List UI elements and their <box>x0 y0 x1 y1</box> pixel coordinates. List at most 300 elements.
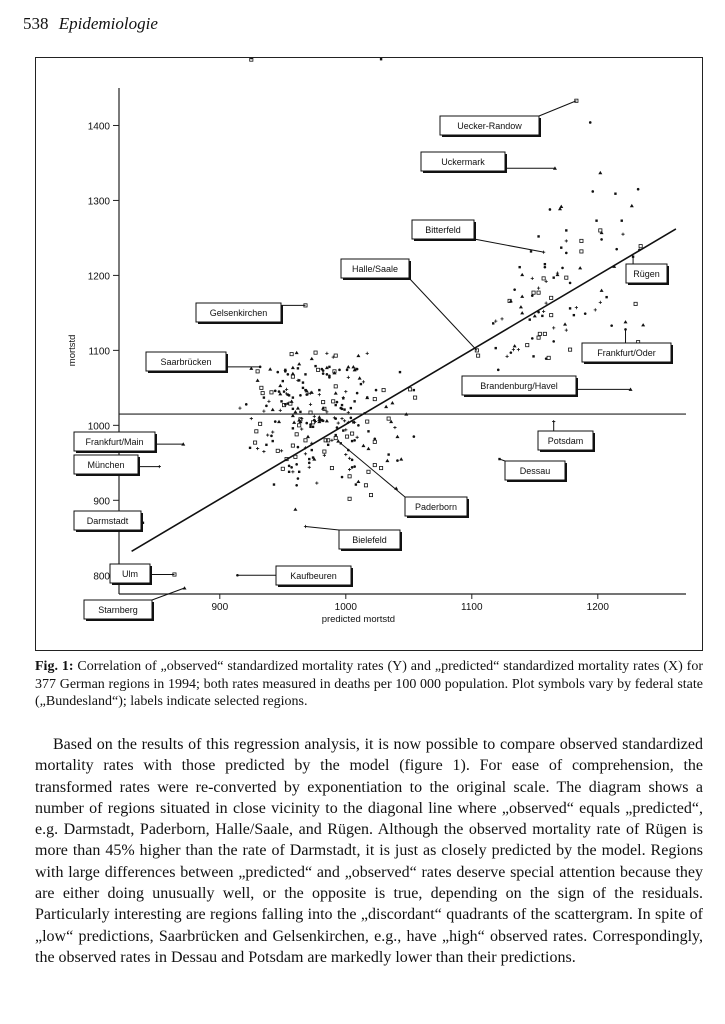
data-point <box>318 389 320 391</box>
data-point <box>336 426 339 429</box>
data-point <box>531 277 534 280</box>
data-point <box>356 392 359 395</box>
data-point <box>297 477 300 480</box>
region-label: Frankfurt/Oder <box>597 348 656 358</box>
data-point <box>322 372 325 375</box>
data-point <box>520 295 524 298</box>
x-tick-label: 900 <box>211 602 229 613</box>
data-point <box>334 391 338 394</box>
data-point <box>313 419 316 422</box>
data-point <box>353 465 356 468</box>
data-point <box>334 436 337 439</box>
data-point <box>387 417 390 420</box>
x-tick-label: 1200 <box>586 602 609 613</box>
data-point <box>346 369 349 372</box>
data-point <box>256 379 260 382</box>
data-point <box>340 417 343 420</box>
data-point <box>396 459 399 462</box>
data-point <box>348 497 351 500</box>
data-point <box>350 417 353 420</box>
data-point <box>314 365 316 367</box>
y-tick-label: 1000 <box>87 421 110 433</box>
data-point <box>356 480 360 483</box>
data-point <box>308 462 311 465</box>
data-point <box>304 439 307 442</box>
data-point <box>293 410 297 413</box>
data-point <box>477 354 480 357</box>
data-point <box>273 483 275 485</box>
data-point <box>328 375 331 378</box>
data-point <box>520 273 524 276</box>
data-point <box>413 435 416 438</box>
data-point <box>316 368 319 371</box>
data-point <box>356 436 359 439</box>
label-leader-line <box>474 239 544 252</box>
region-label: Darmstadt <box>86 516 129 526</box>
data-point <box>351 365 355 368</box>
data-point <box>494 320 497 323</box>
data-point <box>358 376 362 379</box>
data-point <box>306 435 310 438</box>
data-point <box>520 311 524 314</box>
data-point <box>304 373 306 375</box>
data-point <box>256 370 259 373</box>
figure-label: Fig. 1: <box>35 659 74 674</box>
figure-caption <box>35 658 703 711</box>
data-point <box>249 447 251 449</box>
data-point <box>270 435 273 438</box>
region-label: Kaufbeuren <box>290 571 337 581</box>
data-point <box>621 233 624 236</box>
data-point <box>265 444 267 446</box>
data-point <box>547 356 550 359</box>
data-point <box>615 248 618 251</box>
data-point <box>267 400 270 403</box>
data-point <box>614 192 616 194</box>
data-point <box>553 276 555 278</box>
journal-title: Epidemiologie <box>58 14 158 33</box>
data-point <box>270 391 273 394</box>
data-point <box>610 324 613 327</box>
data-point <box>544 263 546 265</box>
data-point <box>330 466 333 469</box>
data-point <box>341 476 344 479</box>
data-point <box>561 267 564 270</box>
data-point <box>584 312 587 315</box>
data-point <box>295 463 298 466</box>
data-point <box>580 250 583 253</box>
data-point <box>575 306 578 309</box>
data-point <box>380 58 382 60</box>
data-point <box>373 440 376 443</box>
data-point <box>518 266 520 268</box>
data-point <box>364 484 367 487</box>
data-point <box>356 354 360 357</box>
data-point <box>569 307 571 309</box>
data-point <box>262 409 265 412</box>
data-point <box>297 446 300 449</box>
data-point <box>298 424 301 427</box>
data-point <box>321 368 324 371</box>
data-point <box>399 457 403 460</box>
data-point <box>323 450 326 453</box>
data-point <box>367 470 370 473</box>
data-point <box>621 219 623 221</box>
page-header <box>23 14 158 34</box>
data-point <box>253 441 256 444</box>
data-point <box>569 282 572 285</box>
data-point <box>351 466 354 469</box>
region-label: Gelsenkirchen <box>209 308 268 318</box>
body-paragraph: Based on the results of this regression analysis, it is now possible to compare observed standardized mortality rates with those predicted by the model (figure 1). For ease of comprehension, the transformed rates were re-converted by exponentiation to the original scale. The diagram shows a number of regions situated in close vicinity to the diagonal line where „observed“ equals „predicted“, e.g. Darmstadt, Paderborn, Halle/Saale, and Rügen. Although the observed mortality rate of Rügen is more than 45% higher than the rate of Darmstadt, it is just as closely predicted by the model. Regions with large differences between „predicted“ and „observed“ rates deserve special attention because they are either doing unusually well, or the opposite is true, depending on the sign of the residuals. Particularly interesting are regions falling into the „discordant“ quadrants of the scattergram. In spite of „low“ predictions, Saarbrücken and Gelsenkirchen, e.g., have „high“ observed rates. Correspondingly, the observed rates in Dessau and Potsdam are markedly lower than their predictions. <box>35 736 703 966</box>
region-label: Uckermark <box>441 157 485 167</box>
data-point <box>271 408 275 411</box>
data-point <box>305 422 308 425</box>
data-point <box>510 351 513 354</box>
data-point <box>495 347 497 349</box>
data-point <box>290 353 293 356</box>
data-point <box>328 366 330 368</box>
data-point <box>295 351 299 354</box>
data-point <box>348 457 351 460</box>
data-point <box>343 419 346 422</box>
data-point <box>552 326 555 329</box>
region-label: Brandenburg/Havel <box>480 381 558 391</box>
data-point <box>526 344 529 347</box>
data-point <box>245 403 248 406</box>
data-point <box>268 367 272 370</box>
data-point <box>594 308 597 311</box>
data-point <box>517 348 520 351</box>
data-point <box>373 438 376 441</box>
data-point <box>341 408 344 411</box>
data-point <box>276 371 279 374</box>
region-label: Starnberg <box>98 605 138 615</box>
data-point <box>382 389 385 392</box>
data-point <box>529 318 531 320</box>
data-point <box>563 322 567 325</box>
region-label: Frankfurt/Main <box>85 437 144 447</box>
region-label: Uecker-Randow <box>457 121 522 131</box>
data-point <box>384 405 388 408</box>
data-point <box>292 408 294 410</box>
data-point <box>255 430 258 433</box>
data-point <box>353 439 356 442</box>
data-point <box>351 440 353 442</box>
label-leader-line <box>341 443 405 497</box>
data-point <box>285 388 288 391</box>
y-axis-title: mortstd <box>67 334 78 367</box>
region-label: Saarbrücken <box>160 357 212 367</box>
data-point <box>291 470 294 473</box>
data-point <box>513 288 516 291</box>
data-point <box>300 427 303 430</box>
data-point <box>318 393 321 396</box>
y-tick-label: 1400 <box>87 121 110 133</box>
data-point <box>238 406 241 409</box>
data-point <box>537 311 540 314</box>
data-point <box>573 314 575 316</box>
data-point <box>599 301 602 304</box>
data-point <box>565 252 568 255</box>
data-point <box>350 407 352 409</box>
data-point <box>549 208 552 211</box>
data-point <box>559 205 563 208</box>
data-point <box>250 58 253 59</box>
region-label: Dessau <box>519 466 551 476</box>
data-point <box>351 432 354 435</box>
data-point <box>578 266 582 269</box>
data-point <box>360 383 362 385</box>
data-point <box>399 371 401 373</box>
data-point <box>568 348 571 351</box>
region-label: München <box>87 460 125 470</box>
data-point <box>393 426 396 429</box>
data-point <box>348 468 351 471</box>
data-point <box>309 426 311 428</box>
data-point <box>641 323 645 326</box>
data-point <box>532 291 535 294</box>
data-point <box>271 430 274 433</box>
data-point <box>408 388 411 391</box>
y-tick-label: 1200 <box>87 271 110 283</box>
data-point <box>605 296 607 298</box>
data-point <box>414 396 417 399</box>
data-point <box>280 400 282 402</box>
data-point <box>322 400 325 403</box>
data-point <box>290 466 293 469</box>
data-point <box>297 362 301 365</box>
data-point <box>262 450 265 453</box>
data-point <box>292 421 296 424</box>
data-point <box>344 453 347 456</box>
data-point <box>291 372 295 375</box>
data-point <box>497 369 500 372</box>
caption-text: Correlation of „observed“ standardized mortality rates (Y) and „predicted“ standardized mortality rates (X) for 377 German regions in 1994; both rates measured in deaths per 100 000 population. Plot symbols vary by federal state („Bundesland“); labels indicate selected regions. <box>35 659 703 709</box>
data-point <box>369 493 372 496</box>
data-point <box>315 481 318 484</box>
data-point <box>288 394 290 396</box>
data-point <box>341 404 343 406</box>
data-point <box>298 379 300 381</box>
data-point <box>311 449 313 451</box>
data-point <box>308 466 311 469</box>
data-point <box>322 420 325 423</box>
data-point <box>265 405 268 408</box>
data-point <box>295 433 298 436</box>
data-point <box>413 389 415 391</box>
data-point <box>284 370 287 373</box>
data-point <box>600 238 603 241</box>
data-point <box>330 439 333 442</box>
data-point <box>278 384 282 387</box>
data-point <box>639 245 642 248</box>
data-point <box>542 277 545 280</box>
data-point <box>362 380 365 383</box>
page-number: 538 <box>23 14 49 33</box>
data-point <box>375 389 378 392</box>
data-point <box>366 447 370 450</box>
data-point <box>292 396 294 398</box>
data-point <box>332 400 335 403</box>
region-label: Potsdam <box>547 436 584 446</box>
data-point <box>325 352 328 355</box>
data-point <box>312 426 314 428</box>
data-point <box>512 348 515 351</box>
data-point <box>281 467 284 470</box>
data-point <box>272 440 274 442</box>
data-point <box>291 366 295 369</box>
data-point <box>250 417 253 420</box>
data-point <box>373 463 376 466</box>
data-point <box>519 305 523 308</box>
data-point <box>336 401 339 404</box>
data-point <box>309 403 312 406</box>
data-point <box>366 420 369 423</box>
data-point <box>266 433 269 436</box>
data-point <box>346 365 350 368</box>
data-point <box>314 351 317 354</box>
data-point <box>565 276 568 279</box>
data-point <box>580 239 583 242</box>
region-label: Halle/Saale <box>351 264 399 274</box>
data-point <box>598 171 602 174</box>
data-point <box>565 329 568 332</box>
data-point <box>337 421 340 424</box>
data-point <box>366 396 368 398</box>
data-point <box>326 373 329 376</box>
data-point <box>347 376 350 379</box>
data-point <box>256 447 259 450</box>
data-point <box>387 453 389 455</box>
data-point <box>395 435 399 438</box>
data-point <box>353 400 355 402</box>
data-point <box>263 396 265 398</box>
region-label: Paderborn <box>414 502 458 512</box>
label-leader-line <box>539 101 576 116</box>
data-point <box>299 411 301 413</box>
data-point <box>531 294 534 297</box>
data-point <box>299 394 302 397</box>
data-point <box>291 444 294 447</box>
data-point <box>537 291 540 294</box>
data-point <box>312 456 314 458</box>
data-point <box>379 466 382 469</box>
data-point <box>638 249 641 252</box>
data-point <box>624 320 628 323</box>
data-point <box>291 375 294 378</box>
data-point <box>530 250 532 252</box>
data-point <box>338 369 341 372</box>
data-point <box>302 387 304 389</box>
data-point <box>537 287 540 290</box>
data-point <box>293 507 297 510</box>
figure-frame <box>35 57 703 651</box>
data-point <box>537 336 540 339</box>
data-point <box>345 435 348 438</box>
x-tick-label: 1000 <box>334 602 357 613</box>
data-point <box>325 419 329 422</box>
data-point <box>335 434 337 436</box>
x-axis-title: predicted mortstd <box>321 614 396 625</box>
data-point <box>538 332 541 335</box>
data-point <box>543 332 546 335</box>
data-point <box>274 390 277 393</box>
data-point <box>327 444 329 446</box>
data-point <box>288 471 290 473</box>
data-point <box>600 289 604 292</box>
data-point <box>500 317 503 320</box>
label-leader-line <box>409 278 477 350</box>
data-point <box>351 459 354 462</box>
data-point <box>342 429 344 431</box>
data-point <box>373 397 376 400</box>
data-point <box>560 246 562 248</box>
data-point <box>364 412 366 414</box>
data-point <box>276 449 279 452</box>
region-label: Ulm <box>122 569 138 579</box>
data-point <box>505 355 508 358</box>
data-point <box>344 390 347 393</box>
data-point <box>283 390 285 392</box>
data-point <box>302 381 304 383</box>
scatter-chart <box>36 58 702 650</box>
data-point <box>344 428 347 431</box>
data-point <box>550 296 553 299</box>
data-point <box>550 314 553 317</box>
data-point <box>298 471 300 473</box>
x-tick-label: 1100 <box>461 602 483 613</box>
data-point <box>335 404 337 406</box>
data-point <box>366 352 369 355</box>
data-point <box>280 449 283 452</box>
data-point <box>531 337 534 340</box>
data-point <box>367 430 369 432</box>
region-label: Bielefeld <box>352 535 387 545</box>
data-point <box>277 420 281 423</box>
data-point <box>537 235 539 237</box>
data-point <box>634 302 637 305</box>
data-point <box>274 420 277 423</box>
label-leader-line <box>305 527 339 530</box>
data-point <box>292 427 294 429</box>
data-point <box>348 475 351 478</box>
data-point <box>533 314 537 317</box>
data-point <box>355 483 357 485</box>
data-point <box>532 355 534 357</box>
data-point <box>589 121 592 124</box>
data-point <box>492 322 494 324</box>
data-point <box>261 391 264 394</box>
data-point <box>282 380 284 382</box>
y-tick-label: 1100 <box>88 346 110 358</box>
data-point <box>357 424 360 427</box>
data-point <box>296 406 300 409</box>
y-tick-label: 1300 <box>87 196 110 208</box>
data-point <box>565 229 567 231</box>
data-point <box>287 373 290 376</box>
data-point <box>304 452 307 455</box>
data-point <box>630 204 634 207</box>
data-point <box>542 310 545 313</box>
data-point <box>310 357 314 360</box>
data-point <box>541 315 543 317</box>
data-point <box>565 239 568 242</box>
data-point <box>259 422 262 425</box>
region-label: Rügen <box>633 269 660 279</box>
data-point <box>390 401 394 404</box>
data-point <box>385 459 389 462</box>
